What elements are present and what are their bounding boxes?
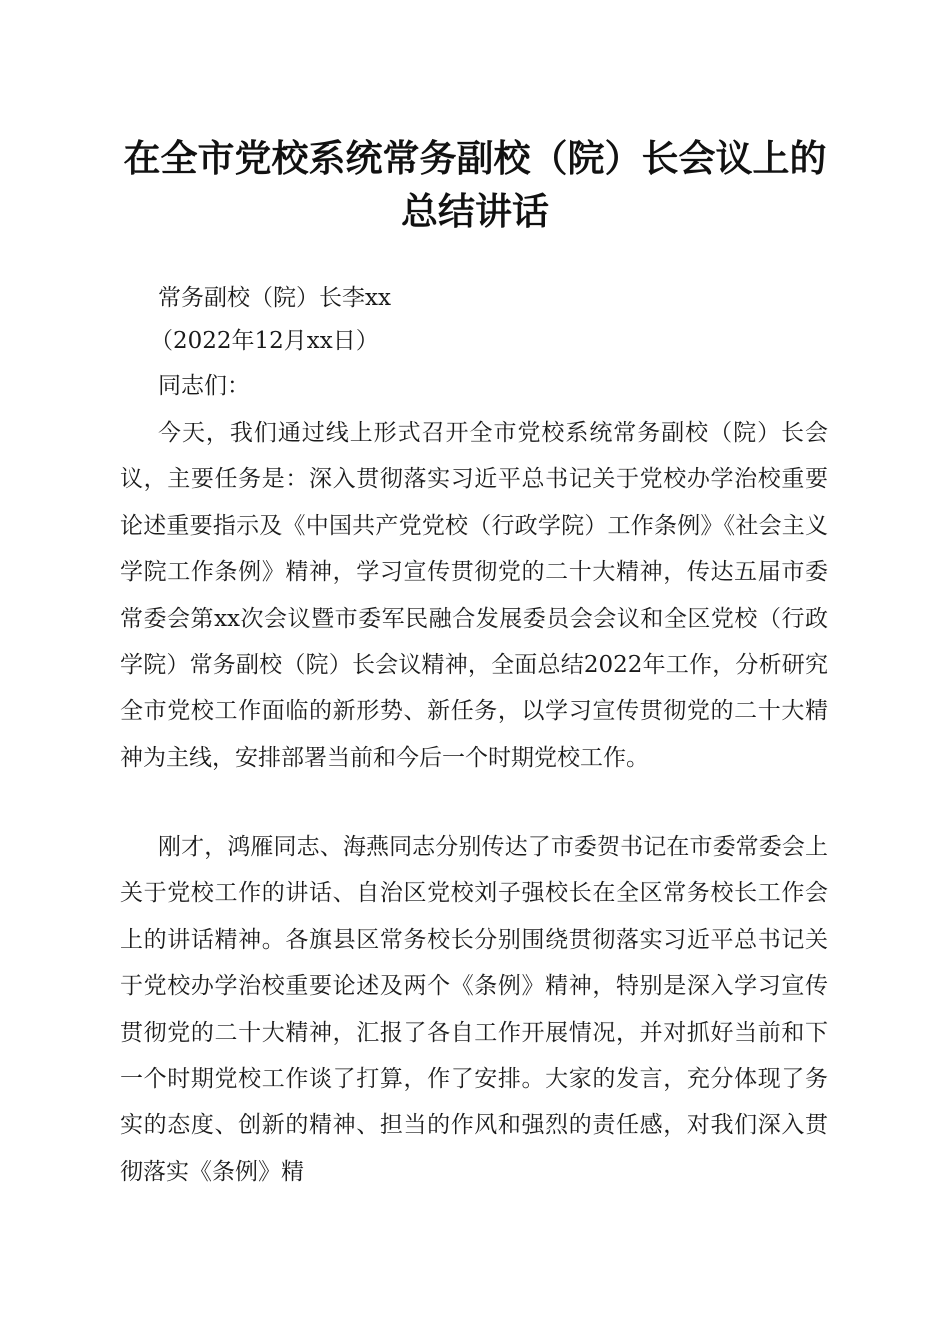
author-line: 常务副校（院）长李xx <box>158 285 391 311</box>
salutation: 同志们： <box>158 373 250 399</box>
body-paragraph-1: 今天，我们通过线上形式召开全市党校系统常务副校（院）长会议，主要任务是：深入贯彻落实习近平总书记关于党校办学治校重要论述重要指示及《中国共产党党校（行政学院）工作条例》《社会主义学院工作条例》精神，学习宣传贯彻党的二十大精神，传达五届市委常委会第xx次会议暨市委军民融合发展委员会会议和全区党校（行政学院）常务副校（院）长会议精神，全面总结2022年工作，分析研究全市党校工作面临的新形势、新任务，以学习宣传贯彻党的二十大精神为主线，安排部署当前和今后一个时期党校工作。 <box>120 420 828 771</box>
date-line: （2022年12月xx日） <box>150 328 379 354</box>
body-paragraph-2: 刚才，鸿雁同志、海燕同志分别传达了市委贺书记在市委常委会上关于党校工作的讲话、自治区党校刘子强校长在全区常务校长工作会上的讲话精神。各旗县区常务校长分别围绕贯彻落实习近平总书记关于党校办学治校重要论述及两个《条例》精神，特别是深入学习宣传贯彻党的二十大精神，汇报了各自工作开展情况，并对抓好当前和下一个时期党校工作谈了打算，作了安排。大家的发言，充分体现了务实的态度、创新的精神、担当的作风和强烈的责任感，对我们深入贯彻落实《条例》精 <box>120 834 828 1185</box>
document-title: 在全市党校系统常务副校（院）长会议上的总结讲话 <box>123 136 827 233</box>
